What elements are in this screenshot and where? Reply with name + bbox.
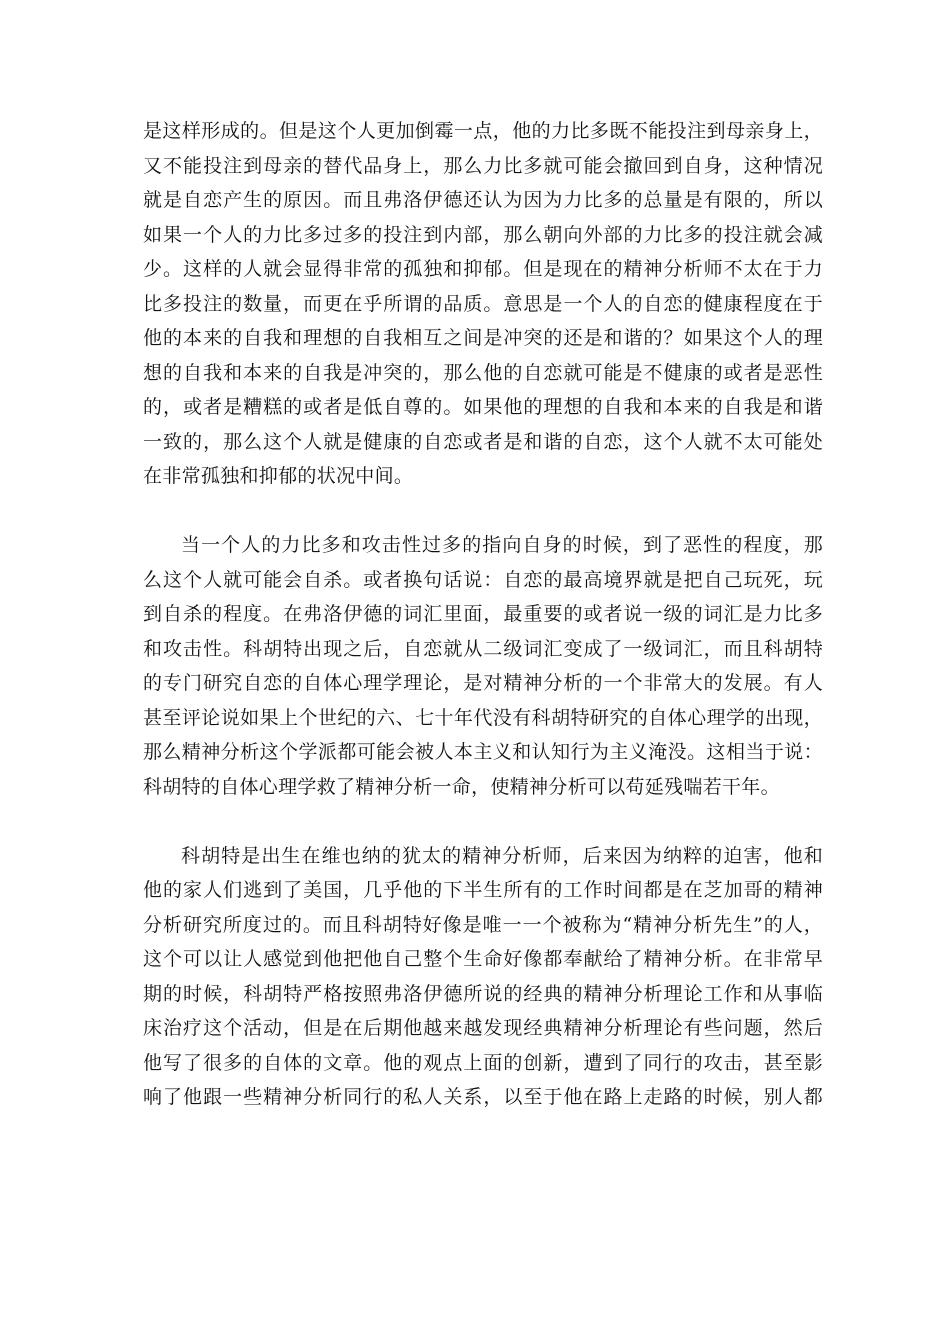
text-line: 的，或者是糟糕的或者是低自尊的。如果他的理想的自我和本来的自我是和谐 [143,396,823,418]
text-line: 期的时候，科胡特严格按照弗洛伊德所说的经典的精神分析理论工作和从事临 [143,982,823,1005]
text-line: 如果一个人的力比多过多的投注到内部，那么朝向外部的力比多的投注就会减 [143,223,823,246]
text-line: 么这个人就可能会自杀。或者换句话说：自恋的最高境界就是把自己玩死，玩 [143,568,823,591]
text-line: 的专门研究自恋的自体心理学理论，是对精神分析的一个非常大的发展。有人 [143,672,823,694]
text-line: 少。这样的人就会显得非常的孤独和抑郁。但是现在的精神分析师不太在于力 [143,258,823,280]
text-line: 他的家人们逃到了美国，几乎他的下半生所有的工作时间都是在芝加哥的精神 [143,879,823,901]
text-line: 甚至评论说如果上个世纪的六、七十年代没有科胡特研究的自体心理学的出现， [143,706,823,729]
paragraph-2 [143,528,823,804]
text-line: 又不能投注到母亲的替代品身上，那么力比多就可能会撤回到自身，这种情况 [143,154,823,177]
text-line: 他写了很多的自体的文章。他的观点上面的创新，遭到了同行的攻击，甚至影 [143,1051,823,1074]
text-line: 在非常孤独和抑郁的状况中间。 [143,465,414,487]
text-line: 分析研究所度过的。而且科胡特好像是唯一一个被称为“精神分析先生”的人， [143,913,823,936]
text-line: 就是自恋产生的原因。而且弗洛伊德还认为因为力比多的总量是有限的，所以 [143,189,823,211]
paragraph-1 [143,114,823,494]
text-line: 比多投注的数量，而更在乎所谓的品质。意思是一个人的自恋的健康程度在于 [143,292,823,315]
text-line: 想的自我和本来的自我是冲突的，那么他的自恋就可能是不健康的或者是恶性 [143,361,823,384]
text-line: 他的本来的自我和理想的自我相互之间是冲突的还是和谐的？如果这个人的理 [143,327,823,349]
text-line: 一致的，那么这个人就是健康的自恋或者是和谐的自恋，这个人就不太可能处 [143,430,823,453]
text-line: 和攻击性。科胡特出现之后，自恋就从二级词汇变成了一级词汇，而且科胡特 [143,637,823,660]
text-line: 响了他跟一些精神分析同行的私人关系，以至于他在路上走路的时候，别人都 [143,1086,823,1108]
paragraph-gap [143,494,823,529]
text-line: 床治疗这个活动，但是在后期他越来越发现经典精神分析理论有些问题，然后 [143,1017,823,1039]
paragraph-3 [143,839,823,1115]
text-line: 是这样形成的。但是这个人更加倒霉一点，他的力比多既不能投注到母亲身上， [143,120,823,142]
text-line: 到自杀的程度。在弗洛伊德的词汇里面，最重要的或者说一级的词汇是力比多 [143,603,823,625]
text-line: 科胡特的自体心理学救了精神分析一命，使精神分析可以苟延残喘若干年。 [143,775,780,798]
paragraph-gap [143,804,823,839]
text-line: 科胡特是出生在维也纳的犹太的精神分析师，后来因为纳粹的迫害，他和 [181,844,823,867]
text-line: 这个可以让人感觉到他把他自己整个生命好像都奉献给了精神分析。在非常早 [143,948,823,970]
document-body [143,114,823,1115]
text-line: 那么精神分析这个学派都可能会被人本主义和认知行为主义淹没。这相当于说： [143,741,823,763]
text-line: 当一个人的力比多和攻击性过多的指向自身的时候，到了恶性的程度，那 [181,534,823,556]
